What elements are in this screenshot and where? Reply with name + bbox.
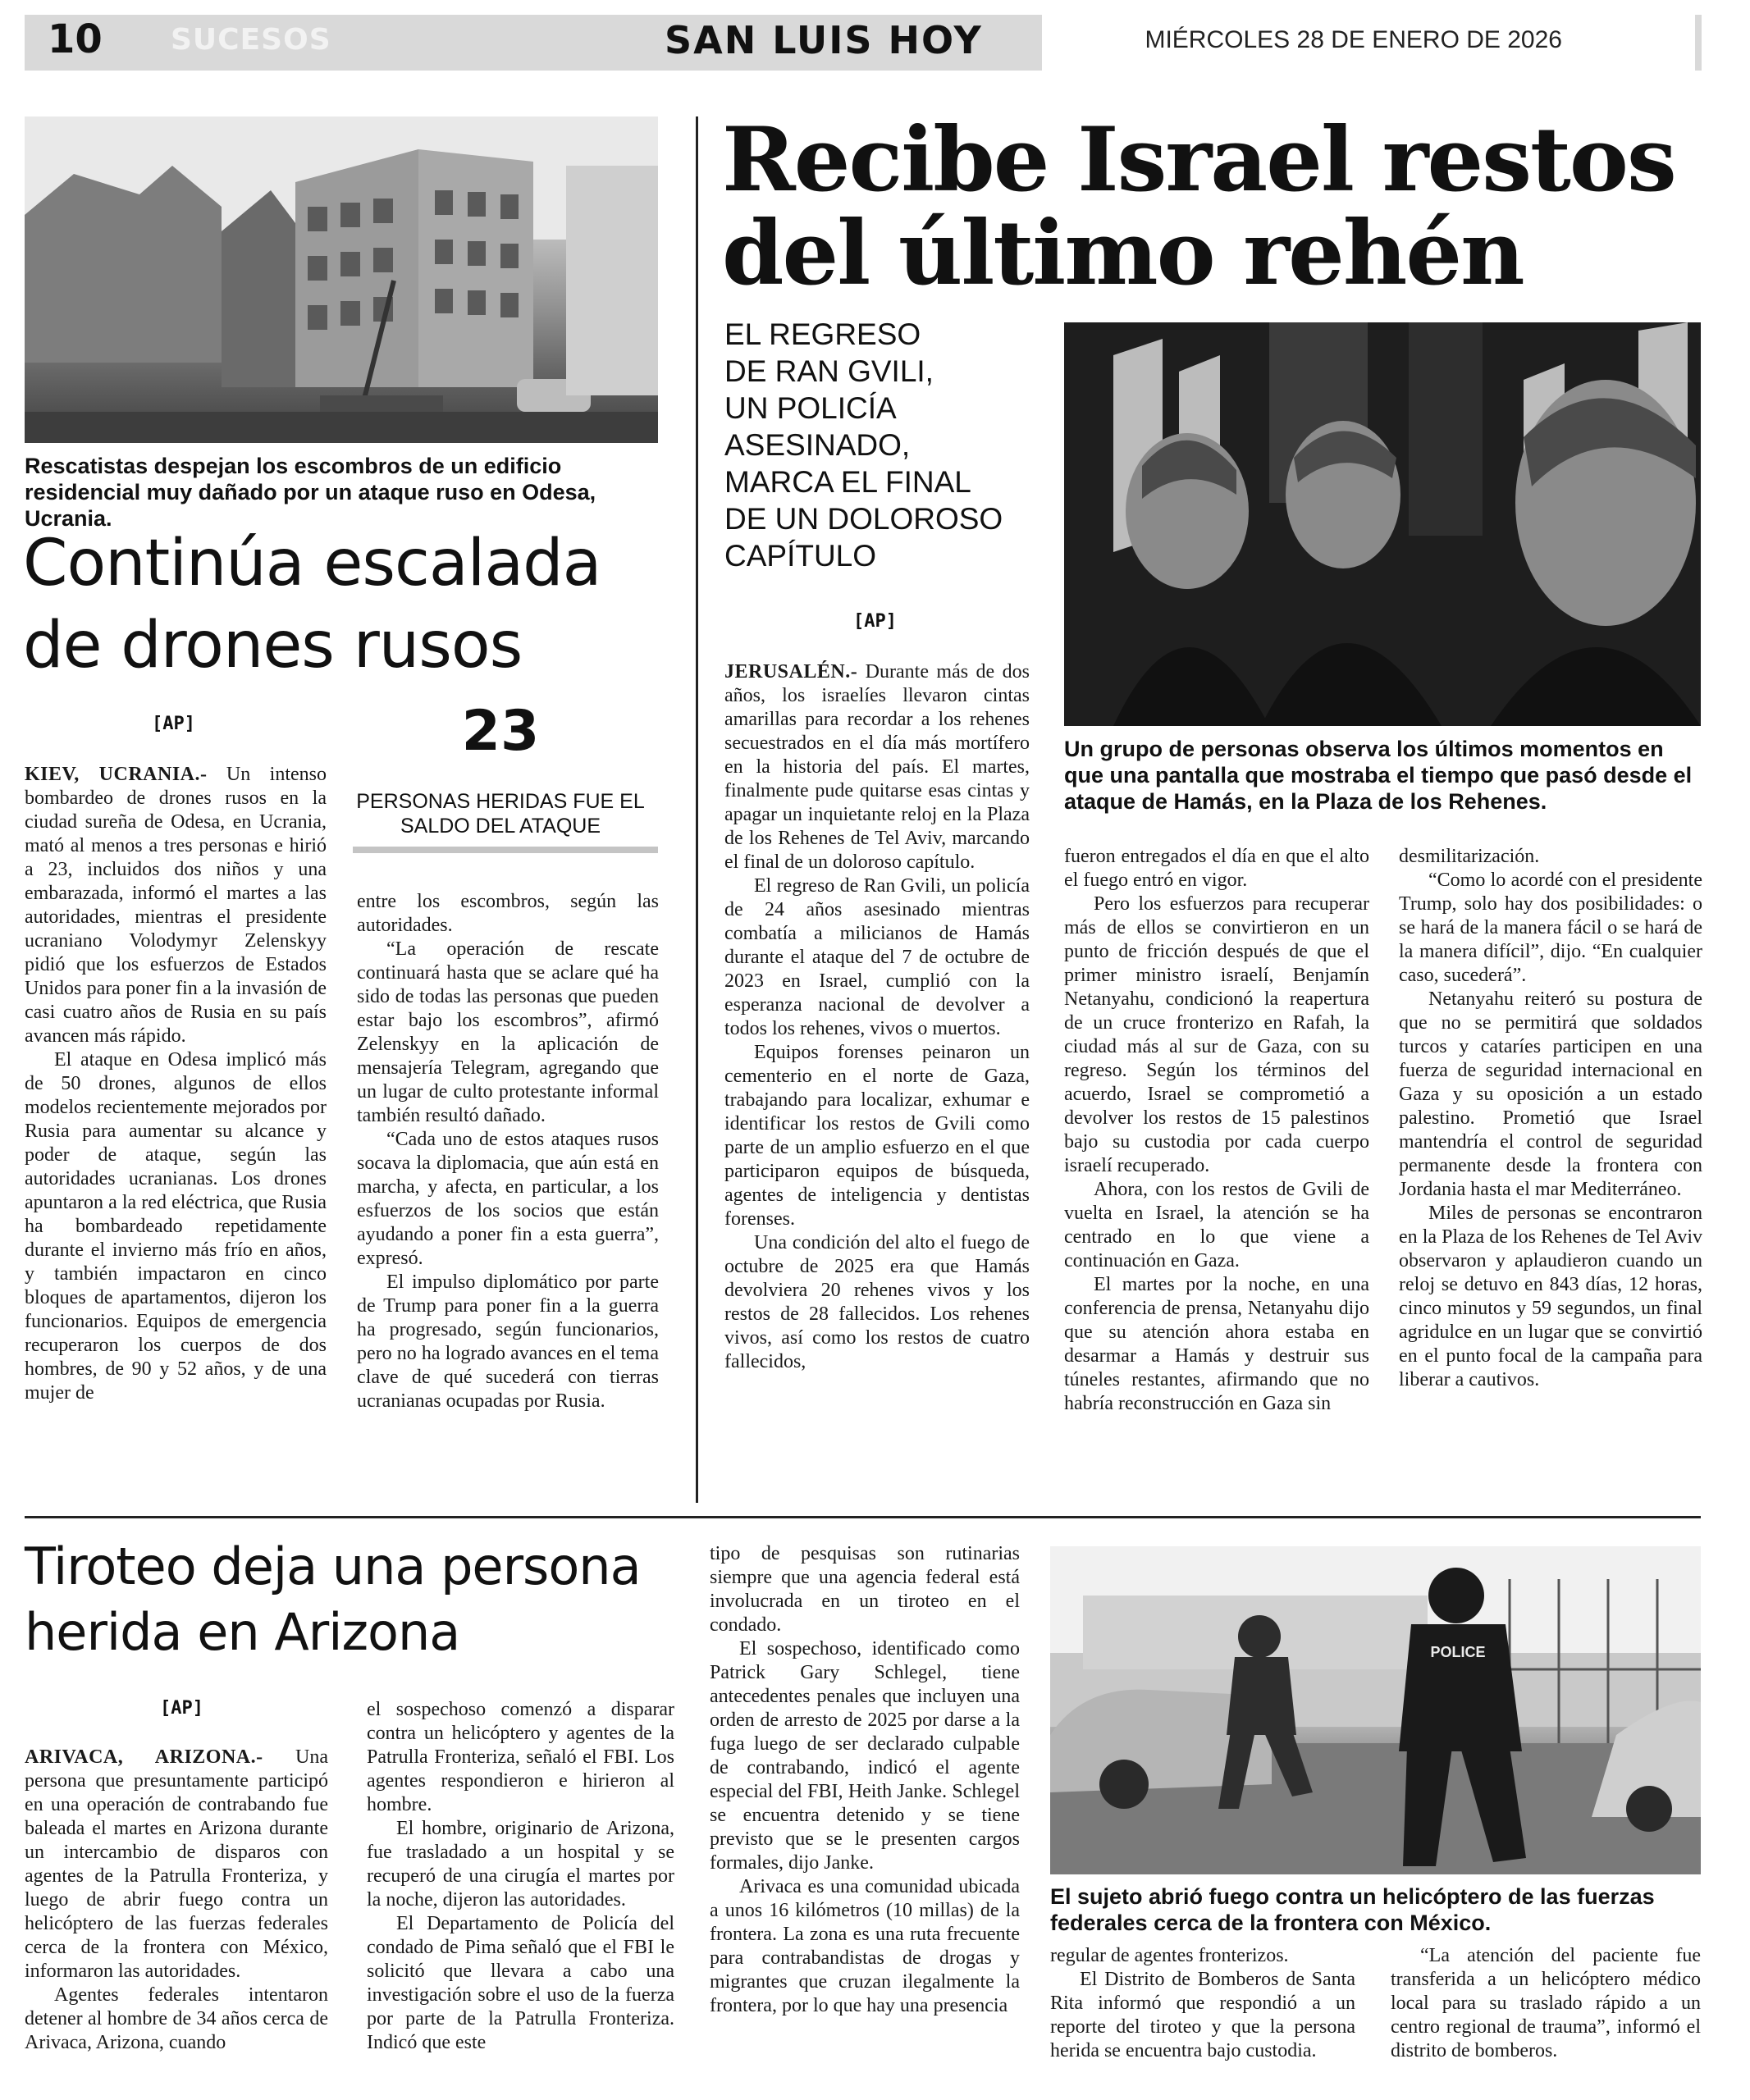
arizona-body-col2 [367,1698,674,2055]
rehen-para-8: El martes por la noche, en una conferencia de prensa, Netanyahu dijo que su atención ahora estaba en desarmar a Hamás y destruir sus túneles restantes, afirmando que no habría reconstrucción en Gaza sin [1064,1274,1369,1414]
arizona-para-10: El Distrito de Bomberos de Santa Rita informó que respondió a un reporte del tiroteo y que la persona herida se encuentra bajo custodia. [1050,1969,1355,2061]
odesa-building-photo [25,116,658,443]
arizona-body-col5 [1391,1944,1701,2063]
arizona-para-8: Arivaca es una comunidad ubicada a unos 16 kilómetros (10 millas) de la frontera. La zona es una ruta frecuente para contrabandistas de drogas y migrantes que cruzan ilegalmente la frontera, por lo que hay una presencia [710,1876,1020,2016]
police-vest-label: POLICE [1430,1644,1486,1660]
arizona-para-7: El sospechoso, identificado como Patrick Gary Schlegel, tiene antecedentes penales que incluyen una orden de arresto de 2025 por darse a la fuga luego de ser declarado culpable de contrabando, indicó el agente especial del FBI, Heith Janke. Schlegel se encuentra detenido y se tiene previsto que se le presenten cargos formales, dijo Janke. [710,1638,1020,1874]
page-number: 10 [48,16,103,62]
drones-headline-line2: de drones rusos [23,609,523,682]
arizona-police-photo [1050,1546,1701,1874]
deck-line-7: CAPÍTULO [724,539,877,573]
rehen-para-9: desmilitarización. [1399,846,1540,867]
deck-line-3: UN POLICÍA [724,391,897,425]
injured-count-label [353,789,648,838]
arizona-para-11: “La atención del paciente fue transferida a un helicóptero médico local para su traslado rápido a un centro regional de trauma”, informó el distrito de bomberos. [1391,1945,1701,2061]
odesa-photo-caption: Rescatistas despejan los escombros de un edificio residencial muy dañado por un ataque ruso en Odesa, Ucrania. [25,454,596,531]
header-date-box [1042,15,1695,71]
rehen-para-1 [724,660,1030,874]
arizona-body-col4 [1050,1944,1355,2063]
rehen-credit: [AP] [853,611,897,632]
arizona-dateline: ARIVACA, ARIZONA.- [25,1746,263,1768]
drones-body-col2 [357,890,659,1413]
hostage-square-photo [1064,322,1701,726]
rehen-para-6: Pero los esfuerzos para recuperar más de ellos se convirtieron en un punto de fricción después de que el primer ministro israelí, Benjamín Netanyahu, condicionó la reapertura de un cruce fronterizo en Rafah, la ciudad más al sur de Gaza, con su regreso. Según los términos del acuerdo, Israel se comprometió a devolver los restos de 15 palestinos bajo su custodia por cada cuerpo israelí recuperado. [1064,893,1369,1176]
stat-rule [353,847,658,853]
rehen-body-col3 [1399,845,1702,1392]
arizona-para-6: tipo de pesquisas son rutinarias siempre que una agencia federal está involucrada en un tiroteo en el condado. [710,1543,1020,1636]
rehen-para-3: Equipos forenses peinaron un cementerio en el norte de Gaza, trabajando para localizar, exhumar e identificar los restos de Gvili como parte de un amplio esfuerzo en el que participaron equipos de búsqueda, agentes de inteligencia y dentistas forenses. [724,1042,1030,1230]
rehen-para-12: Miles de personas se encontraron en la Plaza de los Rehenes de Tel Aviv observaron y aplaudieron cuando un reloj se detuvo en 843 días, 12 horas, cinco minutos y 59 segundos, un final agridulce en un lugar que se convirtió en el punto focal de la campaña para liberar a cautivos. [1399,1203,1702,1390]
drones-para-2: El ataque en Odesa implicó más de 50 drones, algunos de ellos modelos recientemente mejorados por Rusia para aumentar su alcance y poder de ataque, según las autoridades ucranianas. Los drones apuntaron a la red eléctrica, que Rusia ha bombardeado repetidamente durante el invierno más frío en años, y también impactaron en cinco bloques de apartamentos, dijeron los funcionarios. Equipos de emergencia recuperaron los cuerpos de dos hombres, de 90 y 52 años, y de una mujer de [25,1049,327,1404]
arizona-para-3: el sospechoso comenzó a disparar contra un helicóptero y agentes de la Patrulla Fronteriza, señaló el FBI. Los agentes respondieron e hirieron al hombre. [367,1699,674,1815]
arizona-para-4: El hombre, originario de Arizona, fue trasladado a un hospital y se recuperó de una cirugía el martes por la noche, dijeron las autoridades. [367,1818,674,1911]
drones-para-5: “Cada uno de estos ataques rusos socava la diplomacia, que aún está en marcha, y afecta, en particular, a los esfuerzos de los socios que están ayudando a poner fin a esta guerra”, expresó. [357,1129,659,1269]
issue-date: MIÉRCOLES 28 DE ENERO DE 2026 [1145,26,1562,53]
injured-label-line1: PERSONAS HERIDAS FUE EL [356,790,645,813]
drones-headline [23,523,679,687]
rehen-dateline: JERUSALÉN.- [724,661,858,682]
drones-body-col1 [25,763,327,1405]
arizona-text-1: Una persona que presuntamente participó en una operación de contrabando fue baleada el martes en Arizona durante un intercambio de disparos con agentes de la Patrulla Fronteriza, y luego de abrir fuego contra un helicóptero de las fuerzas federales cerca de la frontera con México, informaron las autoridades. [25,1746,329,1982]
rehen-headline-line1: Recibe Israel restos [722,108,1675,212]
drones-para-6: El impulso diplomático por parte de Trump para poner fin a la guerra ha progresado, según funcionarios, pero no ha logrado avances en el tema clave de qué sucederá con tierras ucranianas ocupadas por Rusia. [357,1271,659,1412]
story-divider [25,1516,1701,1518]
drones-para-1 [25,763,327,1048]
deck-line-4: ASESINADO, [724,428,911,462]
rehen-para-2: El regreso de Ran Gvili, un policía de 24 años asesinado mientras combatía a milicianos de Hamás durante el ataque del 7 de octubre de 2023 en Israel, cumplió con la esperanza nacional de devolver a todos los rehenes, vivos o muertos. [724,875,1030,1039]
deck-line-2: DE RAN GVILI, [724,354,934,388]
arizona-headline-line1: Tiroteo deja una persona [25,1536,641,1596]
rehen-body-col1 [724,660,1030,1374]
injured-count: 23 [461,699,540,764]
rehen-deck [724,316,1053,574]
injured-label-line2: SALDO DEL ATAQUE [400,815,601,838]
rehen-body-col2 [1064,845,1369,1416]
arizona-credit: [AP] [160,1698,203,1719]
rehen-text-1: Durante más de dos años, los israelíes llevaron cintas amarillas para recordar a los rehenes secuestrados en el día más mortífero en la historia del país. El martes, finalmente pude quitarse esas cintas y apagar un inquietante reloj en la Plaza de los Rehenes de Tel Aviv, marcando el final de un doloroso capítulo. [724,661,1030,873]
drones-headline-line1: Continúa escalada [23,527,601,600]
drones-credit: [AP] [152,714,195,734]
arizona-body-col3 [710,1542,1020,2018]
rehen-para-11: Netanyahu reiteró su postura de que no se permitirá que soldados turcos y cataríes participen en una fuerza de seguridad internacional en Gaza y su oposición a un estado palestino. Prometió que Israel mantendría el control de seguridad permanente desde la frontera con Jordania hasta el mar Mediterráneo. [1399,988,1702,1200]
arizona-para-2: Agentes federales intentaron detener al hombre de 34 años cerca de Arivaca, Arizona, cuando [25,1984,328,2053]
drones-dateline: KIEV, UCRANIA.- [25,764,208,785]
hostage-photo-caption: Un grupo de personas observa los últimos momentos en que una pantalla que mostraba el tiempo que pasó desde el ataque de Hamás, en la Plaza de los Rehenes. [1064,737,1693,814]
arizona-body-col1 [25,1746,328,2055]
rehen-headline [722,108,1707,305]
column-divider [696,116,698,1503]
arizona-para-5: El Departamento de Policía del condado de Pima señaló que el FBI le solicitó que llevara a cabo una investigación sobre el uso de la fuerza por parte de la Patrulla Fronteriza. Indicó que este [367,1913,674,2053]
arizona-headline-line2: herida en Arizona [25,1602,460,1662]
arizona-photo-caption: El sujeto abrió fuego contra un helicóptero de las fuerzas federales cerca de la frontera con México. [1050,1884,1655,1935]
arizona-para-1 [25,1746,328,1984]
rehen-para-10: “Como lo acordé con el presidente Trump, solo hay dos posibilidades: o se hará de la manera fácil o se hará de la manera difícil”, dijo. “En cualquier caso, sucederá”. [1399,870,1702,986]
rehen-para-7: Ahora, con los restos de Gvili de vuelta en Israel, la atención se ha centrado en lo que viene a continuación en Gaza. [1064,1179,1369,1271]
drones-para-4: “La operación de rescate continuará hasta que se aclare qué ha sido de todas las personas que pueden estar bajo los escombros”, afirmó Zelenskyy en la aplicación de mensajería Telegram, agregando que un lugar de culto protestante informal también resultó dañado. [357,938,659,1126]
deck-line-1: EL REGRESO [724,317,921,351]
deck-line-6: DE UN DOLOROSO [724,502,1003,536]
deck-line-5: MARCA EL FINAL [724,465,971,499]
rehen-para-5: fueron entregados el día en que el alto el fuego entró en vigor. [1064,846,1369,891]
masthead: SAN LUIS HOY [665,18,983,62]
section-label: SUCESOS [171,23,331,57]
arizona-para-9: regular de agentes fronterizos. [1050,1945,1289,1966]
rehen-headline-line2: del último rehén [722,202,1524,305]
drones-para-3: entre los escombros, según las autoridades. [357,891,659,936]
arizona-headline [25,1534,697,1665]
rehen-para-4: Una condición del alto el fuego de octubre de 2025 era que Hamás devolviera 20 rehenes vivos y los restos de 28 fallecidos. Los rehenes vivos, así como los restos de cuatro fallecidos, [724,1232,1030,1372]
drones-text-1: Un intenso bombardeo de drones rusos en la ciudad sureña de Odesa, en Ucrania, mató al menos a tres personas e hirió a 23, incluidos dos niños y una embarazada, informó el martes a las autoridades, mientras el presidente ucraniano Volodymyr Zelenskyy pidió que los esfuerzos de Estados Unidos para poner fin a la invasión de casi cuatro años de Rusia en su país avancen más rápido. [25,764,327,1047]
